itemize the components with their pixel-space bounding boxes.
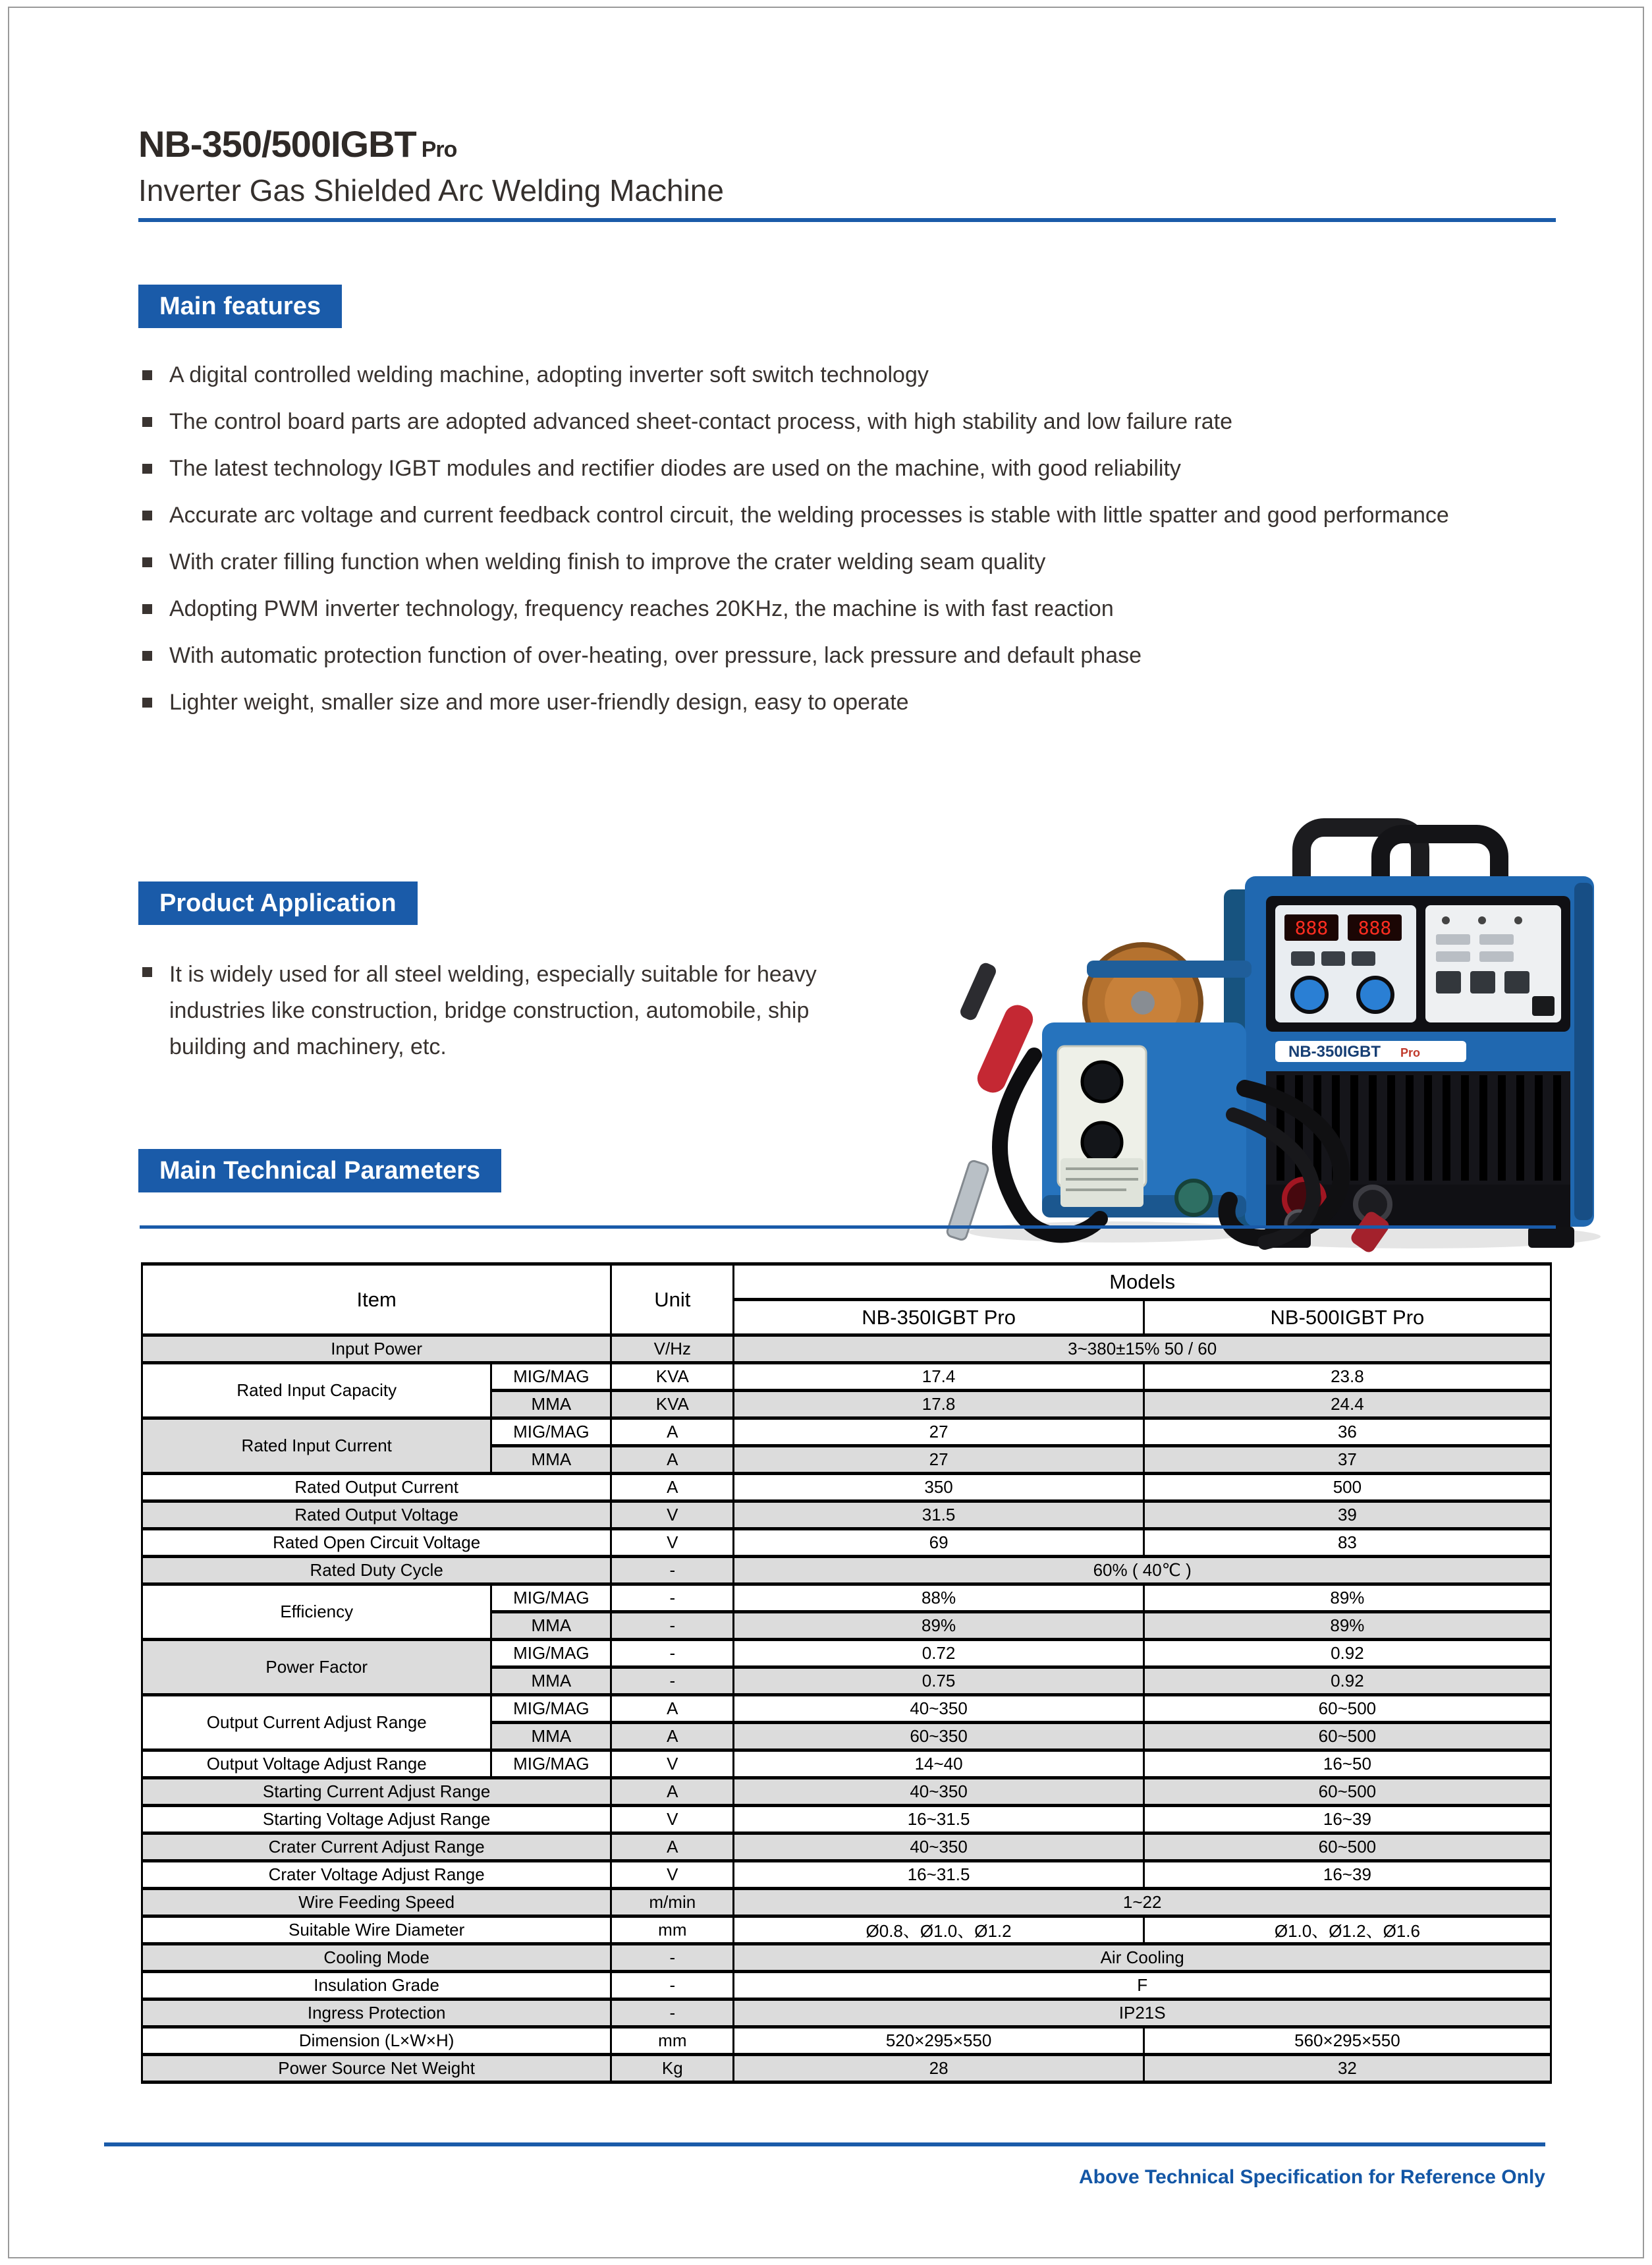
table-row bbox=[142, 1999, 1551, 2027]
feature-item-text: Adopting PWM inverter technology, frequency reaches 20KHz, the machine is with fast reaction bbox=[169, 596, 1114, 621]
table-row bbox=[142, 1557, 1551, 1584]
param-unit-cell: A bbox=[611, 1418, 734, 1446]
param-unit-cell: - bbox=[611, 1640, 734, 1667]
bullet-square-icon bbox=[142, 417, 152, 427]
table-row bbox=[142, 1916, 1551, 1944]
param-process-cell: MIG/MAG bbox=[491, 1695, 611, 1723]
features-list bbox=[138, 360, 1568, 734]
param-unit-cell: KVA bbox=[611, 1391, 734, 1418]
param-value-cell-model-500: 60~500 bbox=[1143, 1778, 1551, 1806]
indicator-led bbox=[1478, 916, 1486, 924]
section-heading-main-features: Main features bbox=[138, 285, 342, 328]
param-name-cell: Starting Voltage Adjust Range bbox=[142, 1806, 611, 1833]
feature-item-text: Accurate arc voltage and current feedback control circuit, the welding processes is stable with little spatter and good performance bbox=[169, 503, 1449, 528]
feature-item bbox=[138, 406, 1568, 437]
mode-button bbox=[1436, 971, 1461, 993]
voltmeter-digits: 888 bbox=[1358, 917, 1392, 939]
param-name-cell: Ingress Protection bbox=[142, 1999, 611, 2027]
param-value-cell-both-models: 3~380±15% 50 / 60 bbox=[734, 1335, 1551, 1363]
param-process-cell: MIG/MAG bbox=[491, 1584, 611, 1612]
param-value-cell-model-500: 89% bbox=[1143, 1612, 1551, 1640]
param-name-cell: Crater Current Adjust Range bbox=[142, 1833, 611, 1861]
bullet-square-icon bbox=[142, 967, 152, 977]
param-name-cell: Crater Voltage Adjust Range bbox=[142, 1861, 611, 1889]
table-row bbox=[142, 1529, 1551, 1557]
param-value-cell-both-models: IP21S bbox=[734, 1999, 1551, 2027]
param-unit-cell: V bbox=[611, 1750, 734, 1778]
main-machine bbox=[1224, 827, 1594, 1248]
param-name-cell: Rated Output Current bbox=[142, 1474, 611, 1501]
param-value-cell-both-models: Air Cooling bbox=[734, 1944, 1551, 1972]
feeder-spec-sticker bbox=[1060, 1158, 1143, 1207]
machine-foot bbox=[1528, 1227, 1574, 1248]
param-process-cell: MIG/MAG bbox=[491, 1640, 611, 1667]
parameters-table-head bbox=[142, 1264, 1551, 1335]
table-row bbox=[142, 1833, 1551, 1861]
feature-item bbox=[138, 500, 1568, 531]
param-name-cell: Efficiency bbox=[142, 1584, 491, 1640]
param-name-cell: Rated Input Capacity bbox=[142, 1363, 491, 1418]
col-header-models: Models bbox=[734, 1264, 1551, 1300]
voltage-knob bbox=[1358, 978, 1392, 1012]
param-value-cell-model-350: 28 bbox=[734, 2055, 1143, 2083]
feature-item-text: Lighter weight, smaller size and more user-friendly design, easy to operate bbox=[169, 690, 909, 715]
param-value-cell-model-500: 60~500 bbox=[1143, 1695, 1551, 1723]
param-value-cell-model-500: 32 bbox=[1143, 2055, 1551, 2083]
wire-spool-hub bbox=[1131, 991, 1155, 1015]
page-title bbox=[138, 123, 456, 165]
table-row bbox=[142, 1944, 1551, 1972]
param-name-cell: Starting Current Adjust Range bbox=[142, 1778, 611, 1806]
parameters-table-container bbox=[141, 1262, 1552, 2084]
page-title-suffix: Pro bbox=[421, 137, 457, 162]
param-unit-cell: - bbox=[611, 1999, 734, 2027]
param-value-cell-model-350: 69 bbox=[734, 1529, 1143, 1557]
table-row bbox=[142, 1695, 1551, 1723]
machine-model-label-suffix: Pro bbox=[1400, 1046, 1421, 1059]
param-name-cell: Input Power bbox=[142, 1335, 611, 1363]
page-title-main: NB-350/500IGBT bbox=[138, 123, 416, 165]
param-name-cell: Rated Open Circuit Voltage bbox=[142, 1529, 611, 1557]
param-unit-cell: - bbox=[611, 1584, 734, 1612]
section-heading-product-application: Product Application bbox=[138, 881, 418, 925]
param-unit-cell: - bbox=[611, 1612, 734, 1640]
param-name-cell: Power Source Net Weight bbox=[142, 2055, 611, 2083]
indicator-led bbox=[1514, 916, 1522, 924]
application-list bbox=[138, 957, 850, 1081]
bullet-square-icon bbox=[142, 557, 152, 567]
panel-button bbox=[1321, 951, 1345, 966]
section-heading-main-technical-parameters: Main Technical Parameters bbox=[138, 1149, 501, 1192]
product-photo bbox=[935, 805, 1645, 1261]
ammeter-digits: 888 bbox=[1294, 917, 1329, 939]
footer-note: Above Technical Specification for Reference Only bbox=[1079, 2166, 1545, 2188]
param-value-cell-model-350: 89% bbox=[734, 1612, 1143, 1640]
feature-item bbox=[138, 453, 1568, 484]
param-value-cell-model-350: 27 bbox=[734, 1418, 1143, 1446]
param-name-cell: Rated Duty Cycle bbox=[142, 1557, 611, 1584]
param-unit-cell: mm bbox=[611, 2027, 734, 2055]
param-value-cell-model-500: 560×295×550 bbox=[1143, 2027, 1551, 2055]
mode-button bbox=[1470, 971, 1495, 993]
bullet-square-icon bbox=[142, 370, 152, 380]
power-switch bbox=[1532, 996, 1555, 1016]
param-unit-cell: - bbox=[611, 1972, 734, 1999]
param-value-cell-model-350: 0.75 bbox=[734, 1667, 1143, 1695]
parameters-table bbox=[141, 1262, 1552, 2084]
param-process-cell: MMA bbox=[491, 1446, 611, 1474]
param-name-cell: Output Voltage Adjust Range bbox=[142, 1750, 491, 1778]
param-value-cell-model-350: 350 bbox=[734, 1474, 1143, 1501]
param-unit-cell: - bbox=[611, 1667, 734, 1695]
table-row bbox=[142, 1501, 1551, 1529]
current-knob bbox=[1292, 978, 1327, 1012]
param-unit-cell: V bbox=[611, 1806, 734, 1833]
feeder-knob-top bbox=[1082, 1062, 1122, 1102]
table-row bbox=[142, 1474, 1551, 1501]
mode-mark bbox=[1436, 934, 1470, 945]
param-value-cell-model-500: 60~500 bbox=[1143, 1723, 1551, 1750]
param-value-cell-model-350: 520×295×550 bbox=[734, 2027, 1143, 2055]
param-unit-cell: mm bbox=[611, 1916, 734, 1944]
param-name-cell: Dimension (L×W×H) bbox=[142, 2027, 611, 2055]
param-value-cell-model-500: 89% bbox=[1143, 1584, 1551, 1612]
table-row bbox=[142, 1778, 1551, 1806]
param-value-cell-model-350: 40~350 bbox=[734, 1833, 1143, 1861]
parameters-table-body bbox=[142, 1335, 1551, 2083]
mode-mark bbox=[1479, 934, 1514, 945]
param-value-cell-model-350: 17.4 bbox=[734, 1363, 1143, 1391]
feature-item bbox=[138, 687, 1568, 718]
param-value-cell-both-models: 60% ( 40℃ ) bbox=[734, 1557, 1551, 1584]
panel-button bbox=[1352, 951, 1375, 966]
param-unit-cell: m/min bbox=[611, 1889, 734, 1916]
table-row bbox=[142, 2055, 1551, 2083]
mode-mark bbox=[1479, 951, 1514, 962]
param-name-cell: Cooling Mode bbox=[142, 1944, 611, 1972]
param-value-cell-model-350: 60~350 bbox=[734, 1723, 1143, 1750]
param-name-cell: Output Current Adjust Range bbox=[142, 1695, 491, 1750]
param-process-cell: MMA bbox=[491, 1612, 611, 1640]
table-row bbox=[142, 1418, 1551, 1446]
bullet-square-icon bbox=[142, 698, 152, 708]
param-process-cell: MIG/MAG bbox=[491, 1363, 611, 1391]
col-header-item: Item bbox=[142, 1264, 611, 1335]
param-unit-cell: V/Hz bbox=[611, 1335, 734, 1363]
title-divider-rule bbox=[138, 218, 1556, 222]
param-unit-cell: A bbox=[611, 1778, 734, 1806]
param-value-cell-model-350: Ø0.8、Ø1.0、Ø1.2 bbox=[734, 1916, 1143, 1944]
feeder-connector bbox=[1176, 1181, 1211, 1215]
torch-neck bbox=[958, 961, 998, 1022]
param-value-cell-model-500: 36 bbox=[1143, 1418, 1551, 1446]
table-row bbox=[142, 1806, 1551, 1833]
bullet-square-icon bbox=[142, 511, 152, 520]
param-value-cell-model-350: 0.72 bbox=[734, 1640, 1143, 1667]
param-value-cell-model-500: 37 bbox=[1143, 1446, 1551, 1474]
param-value-cell-model-500: 500 bbox=[1143, 1474, 1551, 1501]
param-unit-cell: V bbox=[611, 1861, 734, 1889]
param-value-cell-model-500: Ø1.0、Ø1.2、Ø1.6 bbox=[1143, 1916, 1551, 1944]
machine-edge-shade bbox=[1574, 883, 1593, 1220]
param-name-cell: Insulation Grade bbox=[142, 1972, 611, 1999]
param-value-cell-model-350: 16~31.5 bbox=[734, 1861, 1143, 1889]
table-row bbox=[142, 1750, 1551, 1778]
table-row bbox=[142, 1972, 1551, 1999]
param-value-cell-model-500: 16~39 bbox=[1143, 1861, 1551, 1889]
param-value-cell-model-350: 40~350 bbox=[734, 1695, 1143, 1723]
param-unit-cell: - bbox=[611, 1557, 734, 1584]
feeder-shadow bbox=[968, 1221, 1258, 1243]
table-top-rule bbox=[140, 1225, 1556, 1229]
param-unit-cell: Kg bbox=[611, 2055, 734, 2083]
param-unit-cell: V bbox=[611, 1529, 734, 1557]
param-value-cell-both-models: F bbox=[734, 1972, 1551, 1999]
param-name-cell: Power Factor bbox=[142, 1640, 491, 1695]
param-name-cell: Rated Input Current bbox=[142, 1418, 491, 1474]
col-header-model-500: NB-500IGBT Pro bbox=[1143, 1300, 1551, 1335]
bullet-square-icon bbox=[142, 604, 152, 614]
feature-item-text: The latest technology IGBT modules and rectifier diodes are used on the machine, with good reliability bbox=[169, 456, 1181, 481]
param-value-cell-model-350: 14~40 bbox=[734, 1750, 1143, 1778]
feature-item bbox=[138, 640, 1568, 671]
feature-item-text: With crater filling function when welding finish to improve the crater welding seam quality bbox=[169, 549, 1046, 574]
bullet-square-icon bbox=[142, 464, 152, 474]
param-unit-cell: A bbox=[611, 1474, 734, 1501]
bullet-square-icon bbox=[142, 651, 152, 661]
table-row bbox=[142, 1889, 1551, 1916]
table-row bbox=[142, 1640, 1551, 1667]
param-process-cell: MMA bbox=[491, 1723, 611, 1750]
param-value-cell-model-500: 16~39 bbox=[1143, 1806, 1551, 1833]
param-process-cell: MMA bbox=[491, 1667, 611, 1695]
torch-handle bbox=[973, 1001, 1037, 1097]
application-item-text: It is widely used for all steel welding, especially suitable for heavy industries like construction, bridge construction, automobile, ship building and machinery, etc. bbox=[169, 962, 817, 1059]
table-row bbox=[142, 1584, 1551, 1612]
param-value-cell-model-500: 60~500 bbox=[1143, 1833, 1551, 1861]
param-value-cell-model-350: 16~31.5 bbox=[734, 1806, 1143, 1833]
param-value-cell-model-350: 40~350 bbox=[734, 1778, 1143, 1806]
spool-bracket bbox=[1087, 961, 1252, 978]
footer-rule bbox=[104, 2142, 1545, 2146]
param-value-cell-model-500: 23.8 bbox=[1143, 1363, 1551, 1391]
param-unit-cell: A bbox=[611, 1723, 734, 1750]
param-value-cell-model-500: 83 bbox=[1143, 1529, 1551, 1557]
param-value-cell-both-models: 1~22 bbox=[734, 1889, 1551, 1916]
param-process-cell: MMA bbox=[491, 1391, 611, 1418]
feature-item bbox=[138, 360, 1568, 391]
param-unit-cell: A bbox=[611, 1695, 734, 1723]
panel-button bbox=[1291, 951, 1315, 966]
feature-item bbox=[138, 594, 1568, 625]
mode-mark bbox=[1436, 951, 1470, 962]
page-subtitle: Inverter Gas Shielded Arc Welding Machine bbox=[138, 173, 724, 208]
machine-model-label: NB-350IGBT bbox=[1288, 1043, 1381, 1061]
param-unit-cell: V bbox=[611, 1501, 734, 1529]
feature-item bbox=[138, 547, 1568, 578]
mode-button bbox=[1504, 971, 1529, 993]
param-value-cell-model-350: 31.5 bbox=[734, 1501, 1143, 1529]
param-process-cell: MIG/MAG bbox=[491, 1750, 611, 1778]
param-name-cell: Suitable Wire Diameter bbox=[142, 1916, 611, 1944]
param-value-cell-model-500: 0.92 bbox=[1143, 1640, 1551, 1667]
param-value-cell-model-500: 0.92 bbox=[1143, 1667, 1551, 1695]
feeder-knob-bottom bbox=[1082, 1123, 1122, 1162]
table-row bbox=[142, 1363, 1551, 1391]
feature-item-text: With automatic protection function of over-heating, over pressure, lack pressure and default phase bbox=[169, 643, 1142, 668]
table-row bbox=[142, 1861, 1551, 1889]
param-value-cell-model-350: 17.8 bbox=[734, 1391, 1143, 1418]
param-value-cell-model-500: 16~50 bbox=[1143, 1750, 1551, 1778]
indicator-led bbox=[1442, 916, 1450, 924]
table-row bbox=[142, 2027, 1551, 2055]
param-unit-cell: A bbox=[611, 1446, 734, 1474]
param-name-cell: Wire Feeding Speed bbox=[142, 1889, 611, 1916]
application-item bbox=[138, 957, 850, 1065]
param-value-cell-model-500: 24.4 bbox=[1143, 1391, 1551, 1418]
param-unit-cell: - bbox=[611, 1944, 734, 1972]
param-value-cell-model-350: 88% bbox=[734, 1584, 1143, 1612]
feature-item-text: The control board parts are adopted advanced sheet-contact process, with high stability and low failure rate bbox=[169, 409, 1233, 434]
table-row bbox=[142, 1335, 1551, 1363]
param-unit-cell: A bbox=[611, 1833, 734, 1861]
param-name-cell: Rated Output Voltage bbox=[142, 1501, 611, 1529]
param-value-cell-model-500: 39 bbox=[1143, 1501, 1551, 1529]
param-process-cell: MIG/MAG bbox=[491, 1418, 611, 1446]
col-header-unit: Unit bbox=[611, 1264, 734, 1335]
col-header-model-350: NB-350IGBT Pro bbox=[734, 1300, 1143, 1335]
param-value-cell-model-350: 27 bbox=[734, 1446, 1143, 1474]
param-unit-cell: KVA bbox=[611, 1363, 734, 1391]
feature-item-text: A digital controlled welding machine, adopting inverter soft switch technology bbox=[169, 362, 929, 387]
